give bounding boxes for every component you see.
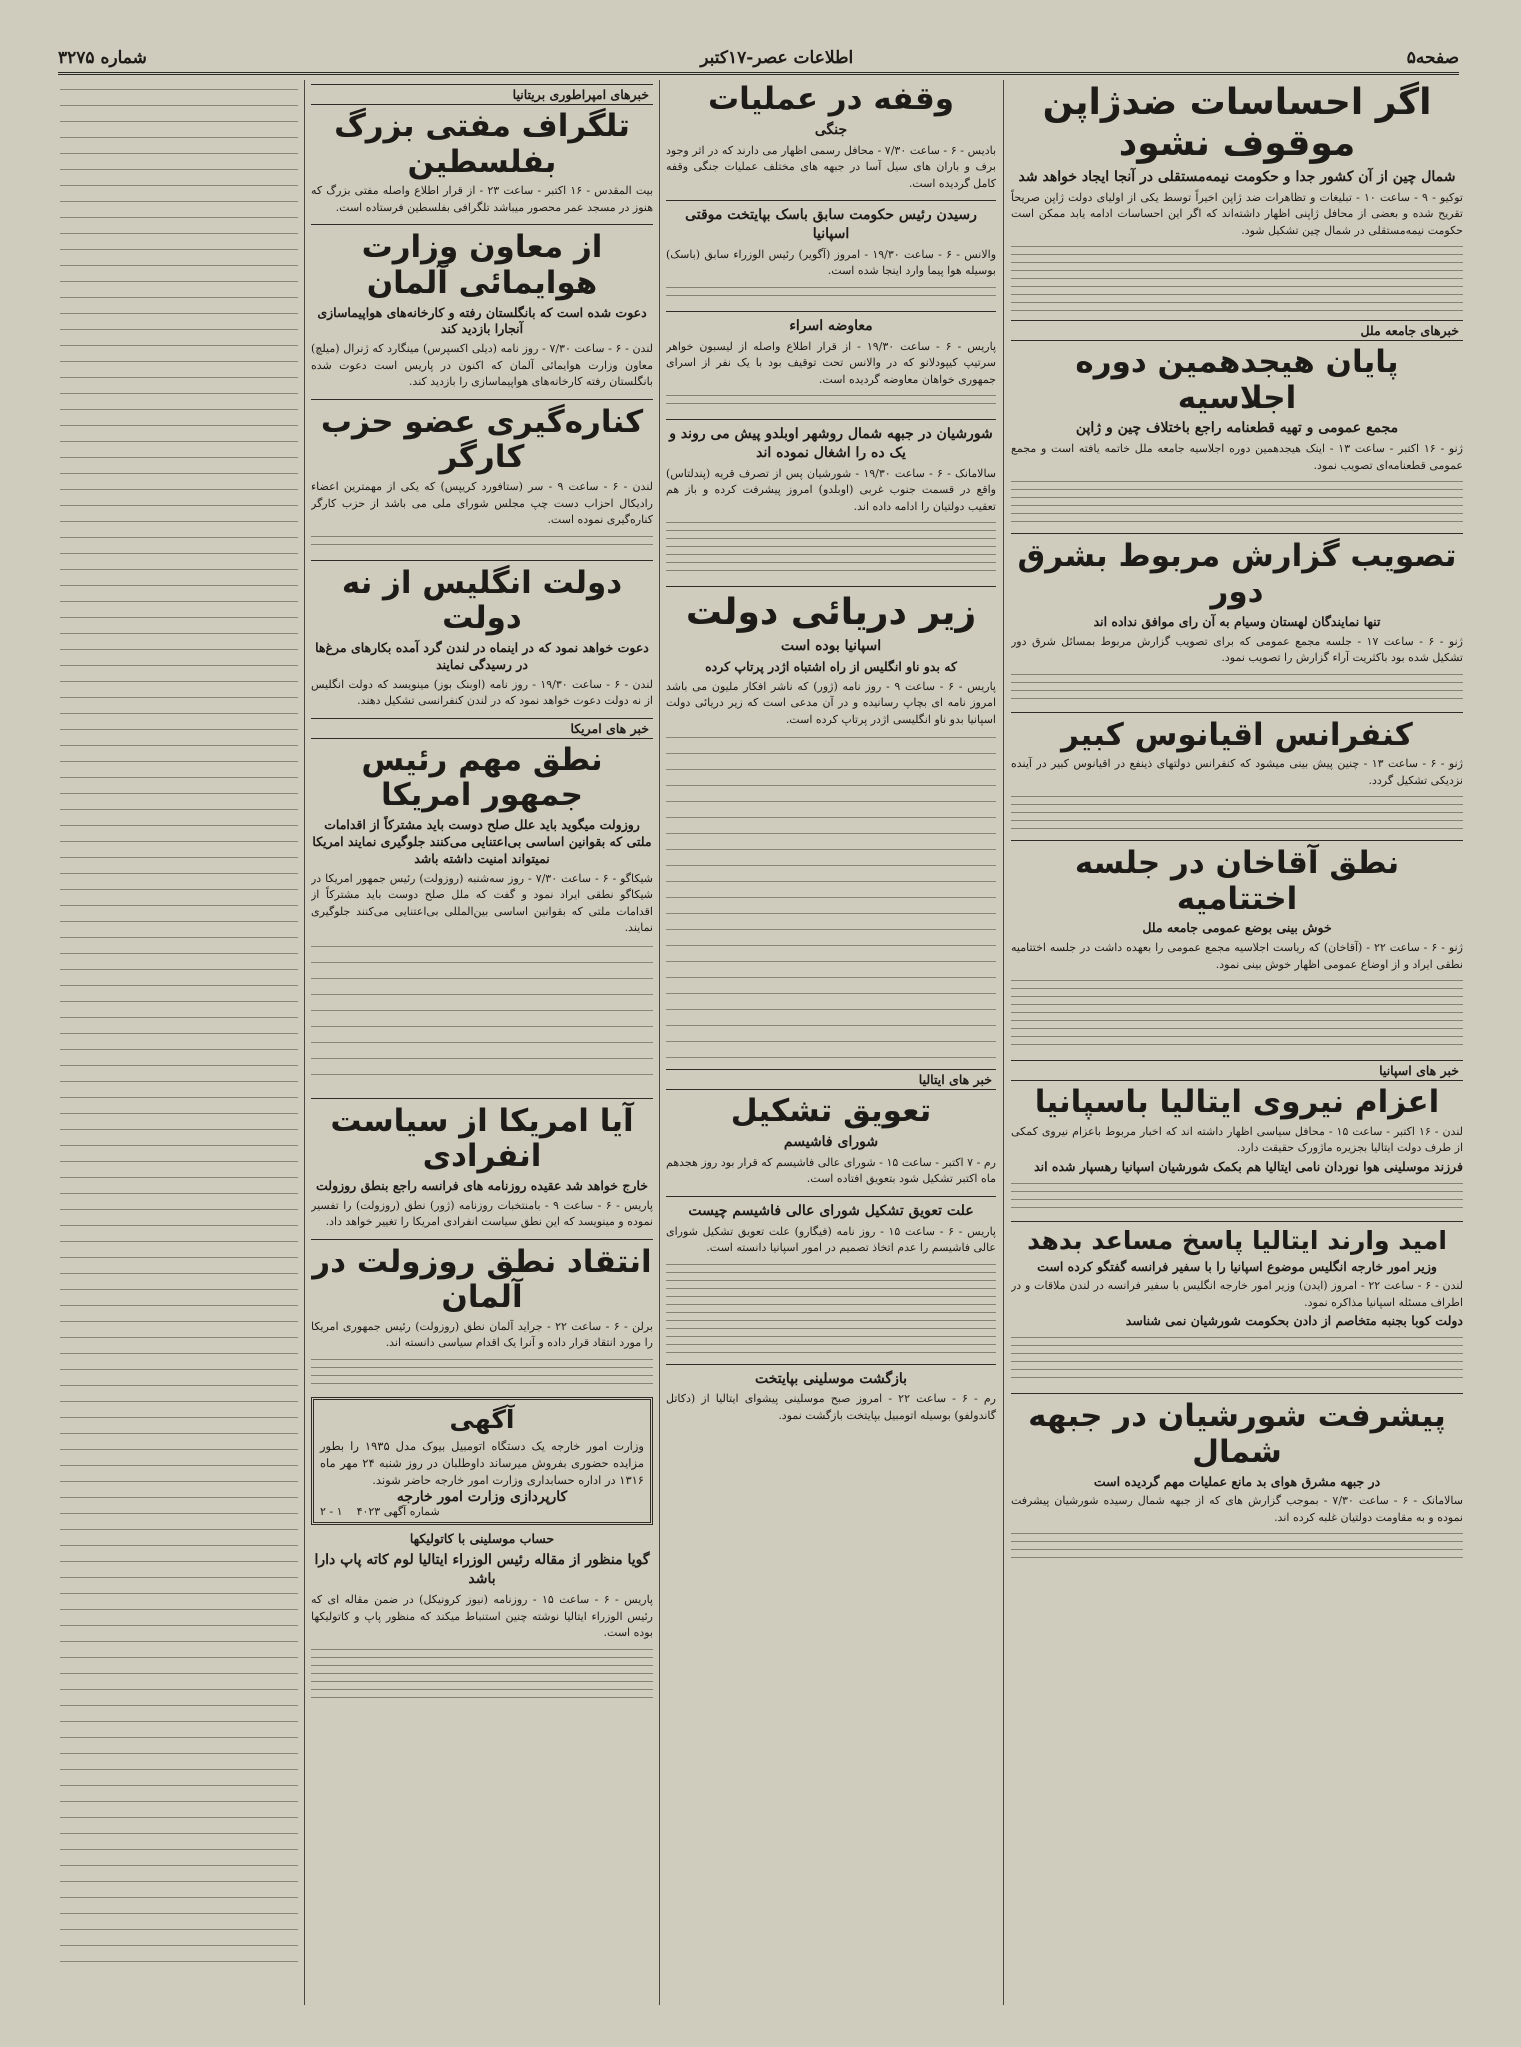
headline: تلگراف مفتی بزرگ بفلسطین [334, 108, 630, 180]
headline: از معاون وزارت هوایمائی آلمان [361, 229, 603, 301]
text-lines [1011, 1179, 1463, 1213]
subheadline: مجمع عمومی و تهیه قطعنامه راجع باختلاف چین و ژاپن [1075, 420, 1399, 437]
subheadline: در جبهه مشرق هوای بد مانع عملیات مهم گردیده است [1093, 1473, 1381, 1489]
article-basque-head [666, 206, 996, 303]
text-lines [1011, 792, 1463, 832]
article-isolationism [311, 1104, 653, 1231]
article-body: لندن - ۶ - ساعت ۲۲ - امروز (ایدن) وزیر امور خارجه انگلیس با سفیر فرانسه در لندن ملاقات و در اطراف مسئله اسپانیا مذاکره نمود. [1011, 1279, 1463, 1309]
article-body: برلن - ۶ - ساعت ۲۲ - جراید آلمان نطق (روزولت) رئیس جمهوری امریکا را مورد انتقاد قرار داده و آنرا یک اقدام سیاسی دانسته اند. [311, 1319, 653, 1350]
column-rule [1003, 80, 1004, 2005]
article-body: ژنو - ۶ - ساعت ۱۷ - جلسه مجمع عمومی که برای تصویب گزارش مربوط بمسائل شرق دور تشکیل شده بود باکثریت آراء گزارش را تصویب نمود. [1011, 634, 1463, 664]
article-body: پاریس - ۶ - ساعت ۱۵ - روزنامه (نیوز کرونیکل) در ضمن مقاله ای که رئیس الوزراء ایتالیا نوشته چنین استنباط میکند که منظور پاپ و کاتولیکها بوده است. [311, 1593, 653, 1640]
subheadline-2: که بدو ناو انگلیس از راه اشتباه اژدر پرتاپ کرده [705, 658, 957, 674]
subheadline: دعوت خواهد نمود که در اینماه در لندن گرد آمده بکارهای مرغ‌ها در رسیدگی نمایند [315, 639, 649, 672]
article-body: بادیس - ۶ - ساعت ۷/۳۰ - محافل رسمی اظهار می دارند که در اثر وجود برف و باران های سیل آسا در جبهه های مختلف عملیات جنگی وقفه کامل گردیده است. [666, 143, 996, 190]
divider [1011, 533, 1463, 534]
divider [311, 399, 653, 400]
headline: وقفه در عملیات [707, 81, 955, 117]
article-body: پاریس - ۶ - ساعت ۱۹/۳۰ - از قرار اطلاع واصله از لیسبون خواهر سرتیپ کیپودلانو که در والانس تحت توقیف بود با یک نفر از اسرای جمهوری خواهان معاوضه گردیده است. [666, 339, 996, 386]
subheadline: روزولت میگوید باید علل صلح دوست باید مشترکاً از اقدامات ملتی که بقوانین اساسی بی‌اعتنایی می‌کنند جلوگیری نمایند امریکا نمیتواند امنیت داشته باشد [312, 816, 652, 866]
subheadline: تنها نمایندگان لهستان وسیام به آن رای موافق نداده اند [1093, 613, 1381, 629]
text-lines [666, 391, 996, 411]
headline: تصویب گزارش مربوط بشرق دور [1017, 538, 1457, 610]
article-body: رم - ۷ اکتبر - ساعت ۱۵ - شورای عالی فاشیسم که قرار بود روز هجدهم ماه اکتبر تشکیل شود بتعویق افتاده است. [666, 1155, 996, 1186]
text-lines [311, 532, 653, 552]
article-aga-khan [1011, 846, 1463, 1052]
article-body: پاریس - ۶ - ساعت ۹ - روز نامه (ژور) که ناشر افکار ملیون می باشد امروز نامه ای بچاپ رسانیده و در آن مدعی است که زیر دریائی دولت اسپانیا بدو ناو انگلیسی اژدر پرتاپ کرده است. [666, 679, 996, 726]
section-header: خبرهای امپراطوری بریتانیا [311, 84, 653, 105]
text-lines [1011, 242, 1463, 312]
article-body: ژنو - ۶ - ساعت ۱۳ - چنین پیش بینی میشود که کنفرانس دولتهای ذینفع در اقیانوس کبیر در آینده نزدیکی تشکیل گردد. [1011, 757, 1463, 787]
article-council-delay [666, 1202, 996, 1356]
subheadline: خوش بینی بوضع عمومی جامعه ملل [1142, 920, 1332, 936]
text-lines [666, 731, 996, 1061]
headline: پیشرفت شورشیان در جبهه شمال [1028, 1398, 1446, 1470]
headline: بازگشت موسلینی بپایتخت [754, 1370, 908, 1387]
article-body: لندن - ۶ - ساعت ۱۹/۳۰ - روز نامه (اوبنک بوز) مینویسد که دولت انگلیس از نه دولت دعوت خواهد نمود که در لندن کنفرانسی تشکیل دهند. [311, 677, 653, 708]
text-lines [666, 283, 996, 303]
headline: دولت انگلیس از نه دولت [341, 564, 623, 637]
headline: گویا منظور از مقاله رئیس الوزراء ایتالیا لوم کاته پاپ دارا باشد [314, 1552, 650, 1588]
subheadline: جنگی [814, 121, 848, 138]
headline: کناره‌گیری عضو حزب کارگر [320, 403, 644, 476]
article-germany-critique [311, 1245, 653, 1389]
article-mussolini-catholics [311, 1531, 653, 1704]
article-oviedo [666, 425, 996, 578]
section-header: خبر های امریکا [311, 718, 653, 739]
article-body: رم - ۶ - ساعت ۲۲ - امروز صبح موسلینی پیشوای ایتالیا از (دکاتل گاندولفو) بوسیله اتومبیل بپایتخت بازگشت نمود. [666, 1392, 996, 1422]
text-lines [1011, 1333, 1463, 1385]
article-nine-states [311, 566, 653, 710]
article-northern-front [1011, 1399, 1463, 1559]
ad-signature: کارپردازی وزارت امور خارجه [396, 1489, 568, 1506]
divider [666, 311, 996, 312]
headline: کنفرانس اقیانوس کبیر [1061, 716, 1413, 753]
article-far-east-report [1011, 539, 1463, 703]
page-label: صفحه۵ [1406, 48, 1459, 68]
divider [666, 200, 996, 201]
article-body: لندن - ۶ - ساعت ۷/۳۰ - روز نامه (دیلی اکسپرس) مینگارد که ژنرال (میلچ) معاون وزارت هوایمائی آلمان که اکنون در پاریس است دعوت شده بانگلستان رفته کارخانه‌های هواپیماسازی را بازدید کند. [311, 342, 653, 389]
article-luftwaffe [311, 230, 653, 391]
subheadline: شمال چین از آن کشور جدا و حکومت نیمه‌مستقلی در آنجا ایجاد خواهد شد [1018, 168, 1456, 185]
article-anti-japan [1011, 82, 1463, 312]
article-body: سالامانک - ۶ - ساعت ۷/۳۰ - بموجب گزارش های که از جبهه شمال رسیده شورشیان پیشرفت نموده و به مقاومت دولتیان غلبه کرده اند. [1011, 1494, 1463, 1524]
subheadline: اسپانیا بوده است [780, 637, 882, 654]
headline: علت تعویق تشکیل شورای عالی فاشیسم چیست [688, 1202, 974, 1219]
subheadline: خارج خواهد شد عقیده روزنامه های فرانسه راجع بنطق روزولت [315, 1177, 649, 1193]
article-body: پاریس - ۶ - ساعت ۱۵ - روز نامه (فیگارو) علت تعویق تشکیل شورای عالی فاشیسم را عدم اتخاذ تصمیم در امور اسپانیا دانسته است. [666, 1224, 996, 1255]
article-body: سالامانک - ۶ - ساعت ۱۹/۳۰ - شورشیان پس از تصرف قریه (پندلتاس) واقع در قسمت جنوب غربی (اوبلدو) امروز پیشرفت کرده و باز هم تعقیب دولتیان را ادامه داده اند. [666, 466, 996, 513]
paper-date: اطلاعات عصر-۱۷کتبر [700, 48, 854, 68]
article-labour-party [311, 405, 653, 552]
section-header: خبر های ایتالیا [666, 1069, 996, 1090]
text-lines [666, 1260, 996, 1356]
headline: زیر دریائی دولت [685, 592, 977, 634]
issue-number: شماره ۳۲۷۵ [58, 48, 147, 68]
column-rule [659, 80, 660, 2005]
ad-number [320, 1505, 644, 1518]
article-italy-spain [1011, 1085, 1463, 1213]
article-fascist-council [666, 1094, 996, 1188]
article-grand-mufti [311, 109, 653, 216]
ad-part: ۱ - ۲ [320, 1505, 343, 1519]
divider [1011, 1393, 1463, 1394]
boxed-note: فرزند موسلینی هوا نوردان نامی ایتالیا هم بکمک شورشیان اسپانیا رهسپار شده اند [1034, 1158, 1463, 1174]
headline: اعزام نیروی ایتالیا باسپانیا [1034, 1084, 1440, 1121]
column-2 [666, 80, 996, 2005]
article-prisoner-exchange [666, 317, 996, 411]
headline: آیا امریکا از سیاست انفرادی [330, 1102, 634, 1175]
column-1 [1011, 80, 1463, 2005]
ad-number-label: شماره آگهی ۴۰۲۳ [356, 1505, 440, 1519]
masthead [58, 44, 1459, 75]
divider [1011, 1221, 1463, 1222]
article-league-session [1011, 345, 1463, 525]
divider [666, 586, 996, 587]
section-header: خبرهای جامعه ملل [1011, 320, 1463, 341]
divider [1011, 840, 1463, 841]
advertisement-box [311, 1397, 653, 1526]
headline: پایان هیجدهمین دوره اجلاسیه [1075, 344, 1399, 416]
article-mussolini-return [666, 1370, 996, 1425]
divider [311, 560, 653, 561]
subheadline: دعوت شده است که بانگلستان رفته و کارخانه‌های هواپیماسازی آنجارا بازدید کند [317, 304, 647, 337]
text-lines [311, 940, 653, 1090]
article-body: پاریس - ۶ - ساعت ۹ - بامنتخبات روزنامه (ژور) نطق (روزولت) را تفسیر نموده و مینویسد که این نطق سیاست انفرادی امریکا را تغییر خواهد داد. [311, 1198, 653, 1229]
text-lines [1011, 976, 1463, 1052]
text-lines [666, 518, 996, 578]
article-body: لندن - ۶ - ساعت ۹ - سر (ستافورد کریپس) که یکی از مهمترین اعضاء رادیکال احزاب دست چپ مجلس شورای ملی می باشد از حزب کارگر کناره‌گیری نموده است. [311, 480, 653, 527]
divider [666, 1196, 996, 1197]
section-header: خبر های اسپانیا [1011, 1060, 1463, 1081]
article-body: شیکاگو - ۶ - ساعت ۷/۳۰ - روز سه‌شنبه (روزولت) رئیس جمهور امریکا در شیکاگو نطقی ایراد نمود و گفت که ملل صلح دوست باید مشترکاً از اقدامات ملتی که بقوانین اساسی بین‌المللی بی‌اعتنایی می‌کنند جلوگیری نمایند. [311, 871, 653, 935]
headline: امید وارند ایتالیا پاسخ مساعد بدهد [1027, 1225, 1447, 1255]
article-body: والانس - ۶ - ساعت ۱۹/۳۰ - امروز (آگویر) رئیس الوزراء سابق (باسک) بوسیله هوا پیما وارد اینجا شده است. [666, 247, 996, 278]
divider [666, 1364, 996, 1365]
headline: نطق مهم رئیس جمهور امریکا [361, 741, 603, 814]
headline: تعویق تشکیل [730, 1093, 932, 1130]
divider [666, 419, 996, 420]
ad-body: وزارت امور خارجه یک دستگاه اتومبیل بیوک مدل ۱۹۳۵ را بطور مزایده حضوری بفروش میرساند داوطلبان در روز شنبه ۲۴ مهر ماه ۱۳۱۶ در اداره حسابداری وزارت امور خارجه حاضر شوند. [320, 1438, 644, 1488]
article-body: لندن - ۱۶ اکتبر - ساعت ۱۵ - محافل سیاسی اظهار داشته اند که اخبار مربوط باعزام نیروی کمکی از طرف دولت ایتالیا بجزیره ماژورک حقیقت دارد. [1011, 1124, 1463, 1155]
subheadline: شورای فاشیسم [783, 1133, 879, 1150]
subheadline: وزیر امور خارجه انگلیس موضوع اسپانیا را با سفیر فرانسه گفتگو کرده است [1037, 1258, 1437, 1274]
article-body: بیت المقدس - ۱۶ اکتبر - ساعت ۲۳ - از قرار اطلاع واصله مفتی بزرگ که هنوز در مسجد عمر محصور میباشد تلگرافی بفلسطین فرستاده است. [311, 184, 653, 214]
article-pacific-conference [1011, 718, 1463, 833]
divider [1011, 712, 1463, 713]
article-italy-reply [1011, 1227, 1463, 1386]
headline: اگر احساسات ضدژاپن موقوف نشود [1042, 82, 1432, 165]
article-body: ژنو - ۱۶ اکتبر - ساعت ۱۳ - اینک هیجدهمین دوره اجلاسیه جامعه ملل خاتمه یافته است و مجمع عمومی قطعنامه‌ای تصویب نمود. [1011, 442, 1463, 472]
article-submarine [666, 592, 996, 1061]
text-lines [1011, 1529, 1463, 1559]
boxed-note: دولت کوبا بجنبه متخاصم از دادن بحکومت شورشیان نمی شناسد [1125, 1313, 1463, 1329]
headline: نطق آقاخان در جلسه اختتامیه [1074, 845, 1400, 917]
kicker: حساب موسلینی با کاتولیکها [409, 1531, 555, 1547]
divider [311, 1098, 653, 1099]
ad-title: آگهی [449, 1404, 515, 1434]
article-operations-pause [666, 82, 996, 192]
column-4 [60, 80, 298, 2005]
divider [311, 224, 653, 225]
text-lines [1011, 670, 1463, 704]
text-lines [311, 1355, 653, 1389]
headline: رسیدن رئیس حکومت سابق باسک بپایتخت موقتی اسپانیا [685, 207, 977, 242]
headline: شورشیان در جبهه شمال روشهر اوبلدو پیش می روند و یک ده را اشغال نموده اند [669, 426, 993, 462]
headline: معاوضه اسراء [789, 317, 873, 334]
headline: انتقاد نطق روزولت در آلمان [312, 1243, 652, 1316]
column-rule [304, 80, 305, 2005]
column-3 [311, 80, 653, 2005]
text-lines [311, 1645, 653, 1705]
article-body: توکیو - ۹ - ساعت ۱۰ - تبلیغات و تظاهرات ضد ژاپن اخیراً توسط یکی از اولیای دولت ژاپن صریحاً تقریح شده و بعضی از محافل ژاپنی اظهار داشته‌اند که اگر این احساسات ادامه یابد ممکن است حکومت نیمه‌مستقلی در شمال چین تشکیل شود. [1011, 190, 1463, 237]
article-body: ژنو - ۶ - ساعت ۲۲ - (آقاخان) که ریاست اجلاسیه مجمع عمومی را بعهده داشت در جلسه اختتامیه نطقی ایراد و از اوضاع عمومی اظهار خوش بینی نمود. [1011, 941, 1463, 971]
text-lines [1011, 477, 1463, 525]
article-roosevelt-speech [311, 743, 653, 1090]
text-lines [60, 83, 298, 1963]
divider [311, 1239, 653, 1240]
